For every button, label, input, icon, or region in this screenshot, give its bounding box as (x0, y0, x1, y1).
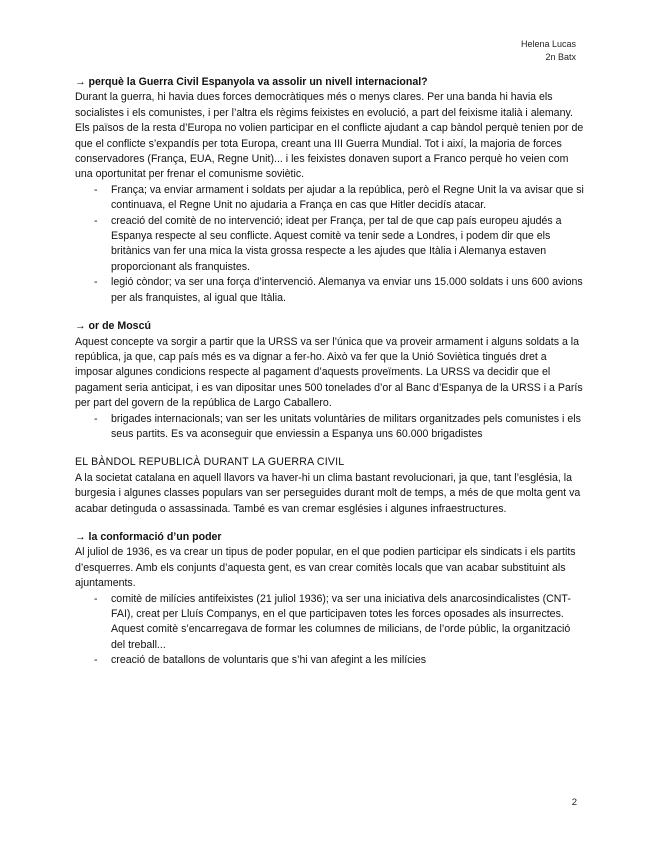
list-item-text: França; va enviar armament i soldats per ajudar a la república, però el Regne Unit la va avisar que si continuava, el Regne Unit no ajudaria a França en cas que Hitler decidís atacar. (111, 183, 584, 212)
page-number: 2 (571, 797, 577, 808)
list-item-text: creació de batallons de voluntaris que s’hi van afegint a les milícies (111, 654, 427, 667)
document-body (75, 75, 585, 669)
section-power-formation (75, 530, 585, 669)
list-item-text: creació del comitè de no intervenció; ideat per França, per tal de que cap país europeu ajudés a Espanya respecte al seu conflicte. Aquest comitè va tenir sede a Londres, i podem dir que els britànics van fer una mica la vista grossa respecte a les ajudes que Itàlia i Alemanya estaven proporcionant als franquistes. (111, 214, 562, 273)
section-heading: → or de Moscú (75, 320, 151, 333)
section-paragraph: A la societat catalana en aquell llavors va haver-hi un clima bastant revolucionari, ja que, tant l’església, la burgesia i algunes classes populars van ser perseguides durant molt de temps, a més de que molta gent va acabar detinguda o assassinada. També es van cremar esglésies i algunes infraestructures. (75, 471, 581, 515)
section-paragraph: Aquest concepte va sorgir a partir que la URSS va ser l’única que va proveir armament i alguns soldats a la república, ja que, cap país més es va dignar a fer-ho. Això va fer que la Unió Soviètica tingués dret a imposar algunes condicions respecte al pagament d’aquests proveïments. La URSS va decidir que el pagament seria anticipat, i es van dipositar unes 500 tonelades d’or al Banc d’Espanya de la URSS i a París per part del govern de la república de Largo Caballero. (75, 335, 583, 410)
section-title: EL BÀNDOL REPUBLICÀ DURANT LA GUERRA CIVIL (75, 456, 345, 469)
bullet-dash: - (94, 214, 98, 227)
spacer (75, 517, 585, 530)
bullet-dash: - (94, 654, 98, 667)
section-paragraph: Al juliol de 1936, es va crear un tipus de poder popular, en el que podien participar els sindicats i els partits d’esquerres. Amb els conjunts d’aquesta gent, es van crear comitès locals que van acabar substituint als ajuntaments. (75, 546, 576, 590)
list-item (94, 412, 585, 443)
section-heading: → perquè la Guerra Civil Espanyola va assolir un nivell internacional? (75, 76, 428, 88)
bullet-dash: - (94, 412, 98, 425)
list-item (94, 214, 585, 276)
list-item (94, 592, 585, 654)
page-header (521, 38, 576, 64)
spacer (75, 306, 585, 319)
list-item (94, 183, 585, 214)
list-item-text: brigades internacionals; van ser les unitats voluntàries de militars organitzades pels comunistes i els seus partits. Es va aconseguir que enviessin a Espanya uns 60.000 brigadistes (111, 412, 581, 440)
spacer (75, 442, 585, 455)
bullet-dash: - (94, 592, 98, 605)
course-label: 2n Batx (545, 52, 576, 62)
bullet-list (75, 183, 585, 306)
bullet-list (75, 412, 585, 443)
list-item-text: legió còndor; va ser una força d’intervenció. Alemanya va enviar uns 15.000 soldats i uns 600 avions per als franquistes, al igual que Itàlia. (111, 276, 583, 304)
author-name: Helena Lucas (520, 39, 576, 49)
section-heading: → la conformació d’un poder (75, 530, 222, 543)
section-moscow-gold (75, 319, 585, 442)
bullet-dash: - (94, 183, 98, 196)
list-item (94, 275, 585, 306)
list-item (94, 653, 585, 668)
bullet-dash: - (94, 276, 98, 289)
bullet-list (75, 592, 585, 669)
section-paragraph: Durant la guerra, hi havia dues forces democràtiques més o menys clares. Per una banda hi havia els socialistes i els comunistes, i per l’altra els règims feixistes en evolució, a part del feixisme italià i alemany. Els països de la resta d’Europa no volien participar en el conflicte ajudant a cap bàndol perquè tenien por de que el conflicte s’expandís per tota Europa, creant una III Guerra Mundial. Tot i així, la majoria de forces conservadores (França, EUA, Regne Unit)... i les feixistes donaven suport a Franco perquè ho veien com una oportunitat per frenar el comunisme soviètic. (75, 91, 584, 181)
section-republican-side (75, 455, 585, 517)
section-international-level (75, 75, 585, 306)
list-item-text: comitè de milícies antifeixistes (21 juliol 1936); va ser una iniciativa dels anarcosindicalistes (CNT-FAI), creat per Lluís Companys, en el que participaven totes les forces oposades als insurrectes. Aquest comitè s’encarregava de formar les columnes de milicians, de l’orde públic, la organització del treball... (111, 592, 571, 651)
